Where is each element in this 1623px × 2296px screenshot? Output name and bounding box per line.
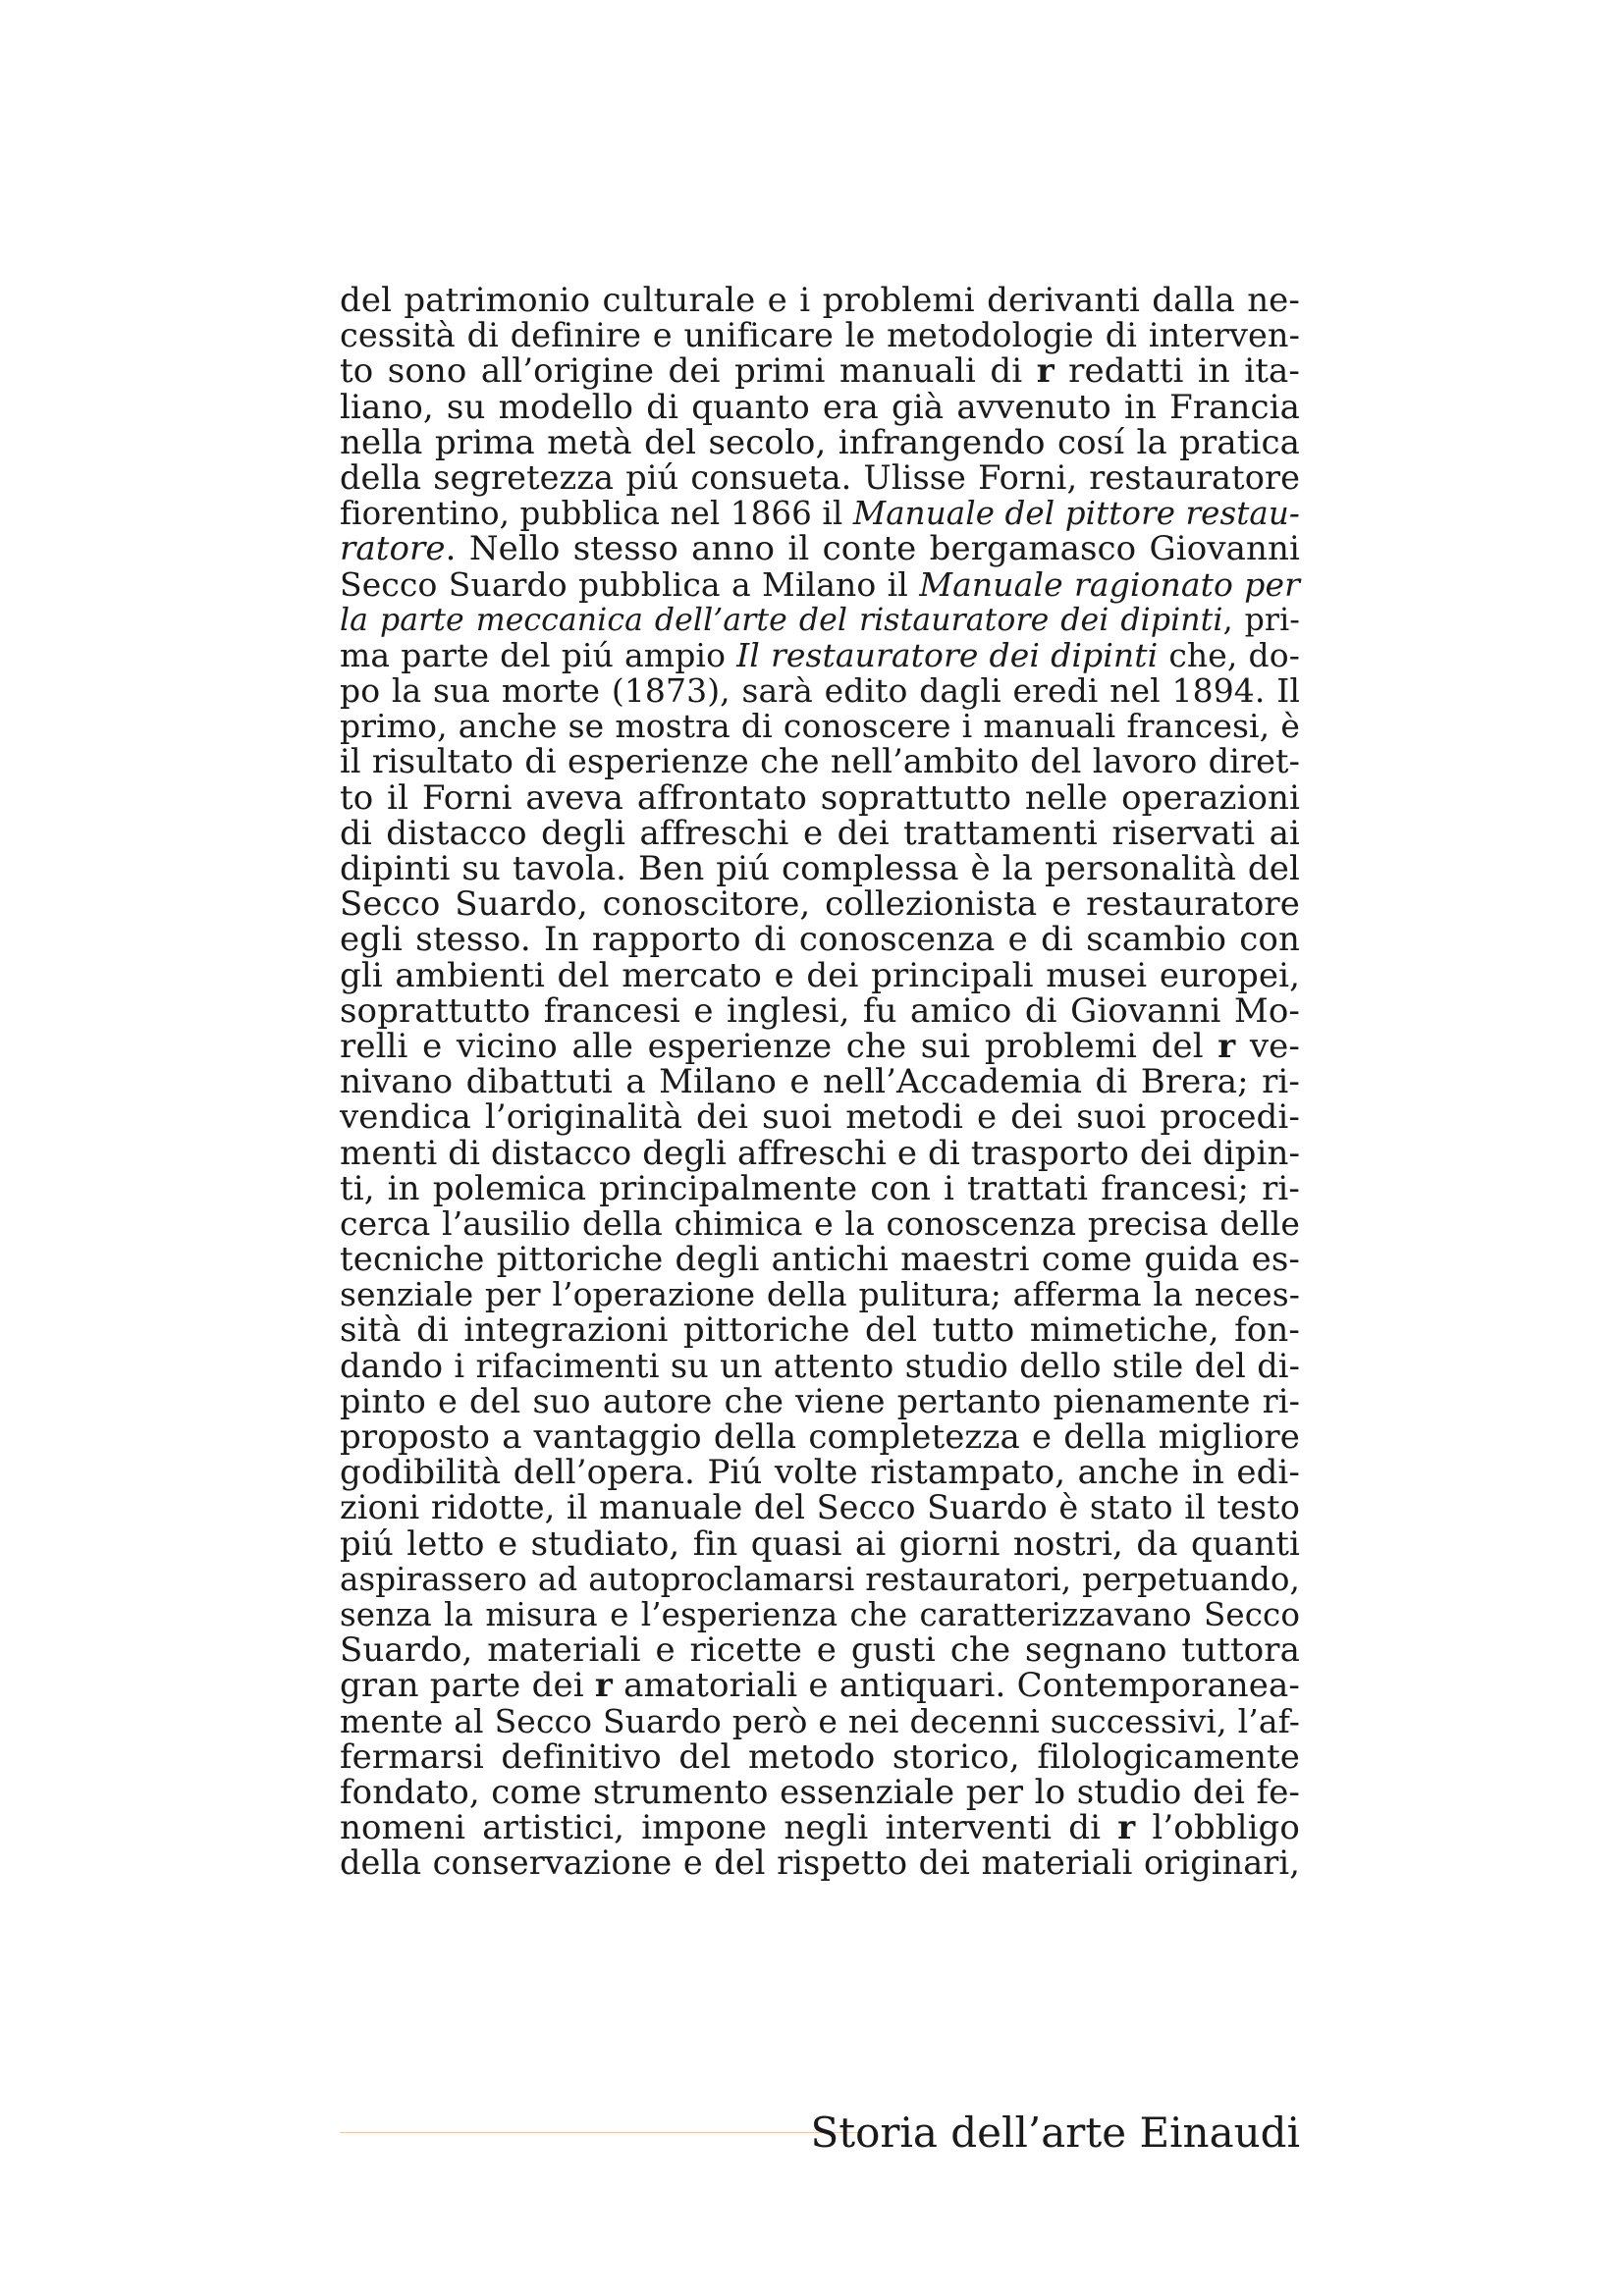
text-line [340, 387, 1300, 427]
text-run: Secco Suardo, conoscitore, collezionista e restauratore [340, 884, 1300, 925]
italic-title: la parte meccanica dell’arte del ristauratore dei dipinti [340, 602, 1223, 638]
text-line [340, 351, 1300, 392]
text-line [340, 813, 1300, 853]
entry-abbreviation: r [594, 1666, 613, 1706]
text-line [340, 1772, 1300, 1812]
text-line [340, 884, 1300, 925]
italic-title: Manuale del pittore restau- [852, 495, 1300, 533]
text-line [340, 920, 1300, 960]
footer-rule [340, 2132, 858, 2133]
text-run: gran parte dei [340, 1666, 595, 1706]
text-run: nomeni artistici, impone negli interventi di [340, 1808, 1118, 1848]
text-run: cessità di definire e unificare le metodologie di interven- [340, 316, 1300, 355]
text-line [340, 1277, 1300, 1312]
text-line [340, 673, 1300, 709]
text-run: fermarsi definitivo del metodo storico, filologicamente [340, 1736, 1300, 1777]
text-run: piú letto e studiato, fin quasi ai giorni nostri, da quanti [340, 1523, 1300, 1564]
page-footer [340, 2104, 1300, 2163]
text-run: dipinti su tavola. Ben piú complessa è la personalità del [340, 849, 1300, 888]
text-run: nivano dibattuti a Milano e nell’Accademia di Brera; ri- [340, 1062, 1300, 1102]
text-line [340, 1845, 1300, 1881]
text-run: l’obbligo [1135, 1808, 1300, 1848]
text-line [340, 1381, 1300, 1420]
text-line [340, 1062, 1300, 1102]
text-line [340, 603, 1300, 638]
text-run: liano, su modello di quanto era già avvenuto in Francia [340, 387, 1300, 427]
text-line [340, 1666, 1300, 1706]
text-run: nella prima metà del secolo, infrangendo cosí la pratica [340, 422, 1300, 462]
text-line [340, 1026, 1300, 1066]
text-line [340, 1240, 1300, 1280]
text-run: menti di distacco degli affreschi e di trasporto dei dipin- [340, 1133, 1301, 1173]
text-run: dando i rifacimenti su un attento studio dello stile del di- [340, 1346, 1300, 1385]
text-run: primo, anche se mostra di conoscere i manuali francesi, è [340, 707, 1300, 746]
text-line [340, 1133, 1301, 1173]
text-run: . Nello stesso anno il conte bergamasco Giovanni [445, 529, 1300, 569]
text-run: soprattutto francesi e inglesi, fu amico di Giovanni Mo- [340, 990, 1300, 1031]
text-line [340, 1736, 1300, 1777]
text-run: egli stesso. In rapporto di conoscenza e di scambio con [340, 920, 1300, 960]
footer-title: Storia dell’arte Einaudi [810, 2109, 1300, 2157]
text-run: vendica l’originalità dei suoi metodi e dei suoi procedi- [340, 1097, 1300, 1138]
text-line [340, 529, 1300, 569]
text-line [340, 457, 1300, 497]
text-line [340, 1701, 1300, 1740]
text-run: sità di integrazioni pittoriche del tutto mimetiche, fon- [340, 1310, 1300, 1351]
text-line [340, 744, 1300, 779]
text-line [340, 1419, 1300, 1455]
text-run: Secco Suardo pubblica a Milano il [340, 564, 920, 604]
text-run: senziale per l’operazione della pulitura; afferma la neces- [340, 1275, 1300, 1314]
entry-abbreviation: r [1036, 351, 1055, 392]
text-line [340, 1453, 1300, 1493]
text-run: tecniche pittoriche degli antichi maestri come guida es- [340, 1240, 1300, 1280]
text-run: mente al Secco Suardo però e nei decenni successivi, l’af- [340, 1701, 1300, 1740]
text-run: della conservazione e del rispetto dei materiali originari, [340, 1843, 1300, 1883]
text-line [340, 422, 1300, 462]
text-line [340, 1630, 1300, 1671]
text-run: , pri- [1222, 602, 1300, 638]
text-line [340, 635, 1300, 674]
text-line [340, 955, 1300, 995]
text-line [340, 318, 1300, 353]
text-run: pinto e del suo autore che viene pertanto pienamente ri- [340, 1381, 1300, 1420]
text-line [340, 1203, 1300, 1243]
entry-abbreviation: r [1117, 1808, 1136, 1848]
text-run: il risultato di esperienze che nell’ambito del lavoro diret- [340, 742, 1300, 781]
entry-abbreviation: r [1217, 1026, 1236, 1066]
text-run: fondato, come strumento essenziale per lo studio dei fe- [340, 1772, 1300, 1812]
text-run: to sono all’origine dei primi manuali di [340, 351, 1037, 392]
text-run: senza la misura e l’esperienza che caratterizzavano Secco [340, 1595, 1300, 1633]
text-run: amatoriali e antiquari. Contemporanea- [612, 1666, 1300, 1706]
text-run: ve- [1235, 1026, 1300, 1066]
text-run: Suardo, materiali e ricette e gusti che segnano tuttora [340, 1630, 1300, 1671]
italic-title: ratore [340, 529, 446, 569]
italic-title: Il restauratore dei dipinti [736, 635, 1159, 674]
text-line [340, 1310, 1300, 1351]
italic-title: Manuale ragionato per [919, 564, 1300, 604]
text-line [340, 1523, 1300, 1564]
text-run: aspirassero ad autoproclamarsi restauratori, perpetuando, [340, 1560, 1300, 1598]
text-run: po la sua morte (1873), sarà edito dagli eredi nel 1894. Il [340, 671, 1300, 711]
text-line [340, 709, 1300, 744]
text-run: to il Forni aveva affrontato soprattutto nelle operazioni [340, 777, 1300, 818]
text-run: di distacco degli affreschi e dei trattamenti riservati ai [340, 813, 1300, 853]
text-line [340, 564, 1300, 604]
text-run: del patrimonio culturale e i problemi derivanti dalla ne- [340, 281, 1300, 320]
body-text [340, 283, 1300, 1881]
text-run: redatti in ita- [1054, 351, 1300, 392]
text-run: che, do- [1158, 635, 1300, 674]
text-run: cerca l’ausilio della chimica e la conoscenza precisa delle [340, 1203, 1300, 1243]
text-run: relli e vicino alle esperienze che sui problemi del [340, 1026, 1218, 1066]
text-run: ti, in polemica principalmente con i trattati francesi; ri- [340, 1168, 1300, 1208]
text-line [340, 283, 1300, 318]
text-line [340, 1097, 1300, 1138]
text-run: proposto a vantaggio della completezza e della migliore [340, 1417, 1300, 1457]
text-line [340, 496, 1300, 531]
text-line [340, 1597, 1300, 1632]
text-line [340, 990, 1300, 1031]
text-line [340, 1346, 1300, 1385]
text-run: della segretezza piú consueta. Ulisse Forni, restauratore [340, 457, 1300, 497]
text-line [340, 777, 1300, 818]
text-line [340, 1562, 1300, 1597]
text-run: ma parte del piú ampio [340, 635, 737, 674]
text-line [340, 1168, 1300, 1208]
text-run: godibilità dell’opera. Piú volte ristampato, anche in edi- [340, 1453, 1300, 1493]
text-line [340, 1490, 1300, 1525]
text-line [340, 1808, 1300, 1848]
text-line [340, 851, 1300, 886]
text-run: zioni ridotte, il manuale del Secco Suardo è stato il testo [340, 1488, 1300, 1527]
text-run: fiorentino, pubblica nel 1866 il [340, 495, 853, 533]
text-run: gli ambienti del mercato e dei principali musei europei, [340, 955, 1300, 995]
